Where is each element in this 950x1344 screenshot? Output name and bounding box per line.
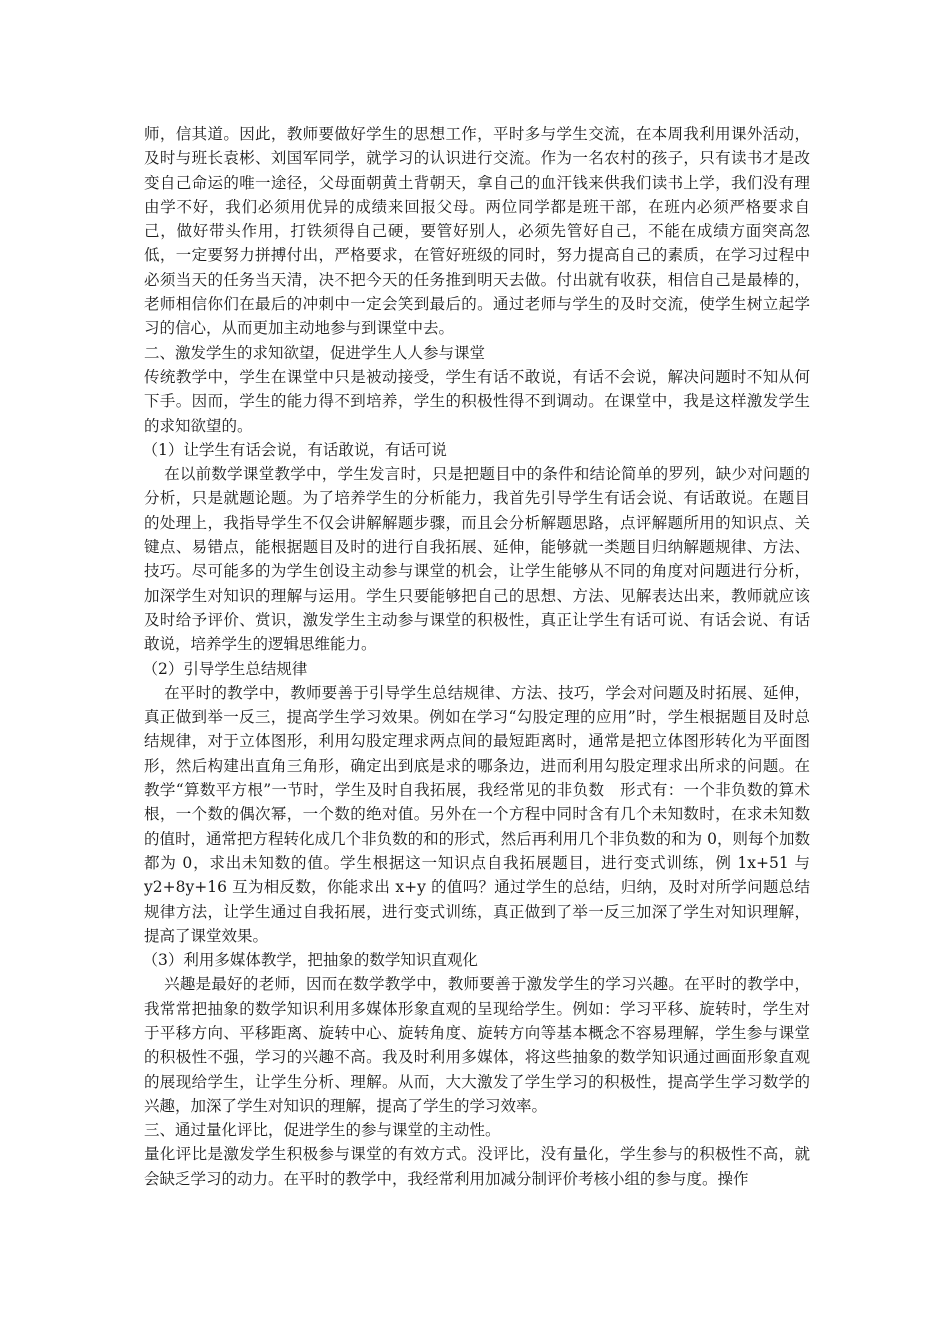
paragraph-multimedia: 兴趣是最好的老师，因而在数学教学中，教师要善于激发学生的学习兴趣。在平时的教学中，我常常把抽象的数学知识利用多媒体形象直观的呈现给学生。例如：学习平移、旋转时，学生对于平移方向、平移距离、旋转中心、旋转角度、旋转方向等基本概念不容易理解，学生参与课堂的积极性不强，学习的兴趣不高。我及时利用多媒体，将这些抽象的数学知识通过画面形象直观的展现给学生，让学生分析、理解。从而，大大激发了学生学习的积极性，提高学生学习数学的兴趣，加深了学生对知识的理解，提高了学生的学习效率。 [144,975,810,1115]
subheading-1: （1）让学生有话会说，有话敢说，有话可说 [142,440,447,459]
paragraph-quantified-evaluation: 量化评比是激发学生积极参与课堂的有效方式。没评比，没有量化，学生参与的积极性不高，就会缺乏学习的动力。在平时的教学中，我经常利用加减分制评价考核小组的参与度。操作 [144,1145,810,1188]
paragraph-intro: 师，信其道。因此，教师要做好学生的思想工作，平时多与学生交流，在本周我利用课外活动，及时与班长袁彬、刘国军同学，就学习的认识进行交流。作为一名农村的孩子，只有读书才是改变自己命运的唯一途径，父母面朝黄土背朝天，拿自己的血汗钱来供我们读书上学，我们没有理由学不好，我们必须用优异的成绩来回报父母。两位同学都是班干部，在班内必须严格要求自己，做好带头作用，打铁须得自己硬，要管好别人，必须先管好自己，不能在成绩方面突高忽低，一定要努力拼搏付出，严格要求，在管好班级的同时，努力提高自己的素质，在学习过程中必须当天的任务当天清，决不把今天的任务推到明天去做。付出就有收获，相信自己是最棒的，老师相信你们在最后的冲刺中一定会笑到最后的。通过老师与学生的及时交流，使学生树立起学习的信心，从而更加主动地参与到课堂中去。 [144,125,810,338]
section-heading-3: 三、通过量化评比，促进学生的参与课堂的主动性。 [144,1121,501,1140]
subheading-2: （2）引导学生总结规律 [142,659,308,678]
paragraph-traditional-teaching: 传统教学中，学生在课堂中只是被动接受，学生有话不敢说，有话不会说，解决问题时不知从何下手。因而，学生的能力得不到培养，学生的积极性得不到调动。在课堂中，我是这样激发学生的求知欲望的。 [144,367,810,435]
section-heading-2: 二、激发学生的求知欲望，促进学生人人参与课堂 [144,343,486,362]
subheading-3: （3）利用多媒体教学，把抽象的数学知识直观化 [142,951,478,970]
paragraph-summarize-rules: 在平时的教学中，教师要善于引导学生总结规律、方法、技巧，学会对问题及时拓展、延伸，真正做到举一反三，提高学生学习效果。例如在学习“勾股定理的应用”时，学生根据题目及时总结规律，对于立体图形，利用勾股定理求两点间的最短距离时，通常是把立体图形转化为平面图形，然后构建出直角三角形，确定出到底是求的哪条边，进而利用勾股定理求出所求的问题。在教学“算数平方根”一节时，学生及时自我拓展，我经常见的非负数 形式有：一个非负数的算术根，一个数的偶次幂，一个数的绝对值。另外在一个方程中同时含有几个未知数时，在求未知数的值时，通常把方程转化成几个非负数的和的形式，然后再利用几个非负数的和为 0，则每个加数都为 0，求出未知数的值。学生根据这一知识点自我拓展题目，进行变式训练，例 1x+51 与 y2+8y+16 互为相反数，你能求出 x+y 的值吗？通过学生的总结，归纳，及时对所学问题总结规律方法，让学生通过自我拓展，进行变式训练，真正做到了举一反三加深了学生对知识理解，提高了课堂效果。 [144,683,810,945]
document-body [144,122,810,1191]
paragraph-speak: 在以前数学课堂教学中，学生发言时，只是把题目中的条件和结论简单的罗列，缺少对问题的分析，只是就题论题。为了培养学生的分析能力，我首先引导学生有话会说、有话敢说。在题目的处理上，我指导学生不仅会讲解解题步骤，而且会分析解题思路，点评解题所用的知识点、关键点、易错点，能根据题目及时的进行自我拓展、延伸，能够就一类题目归纳解题规律、方法、技巧。尽可能多的为学生创设主动参与课堂的机会，让学生能够从不同的角度对问题进行分析，加深学生对知识的理解与运用。学生只要能够把自己的思想、方法、见解表达出来，教师就应该及时给予评价、赏识，激发学生主动参与课堂的积极性，真正让学生有话可说、有话会说、有话敢说，培养学生的逻辑思维能力。 [144,465,810,654]
